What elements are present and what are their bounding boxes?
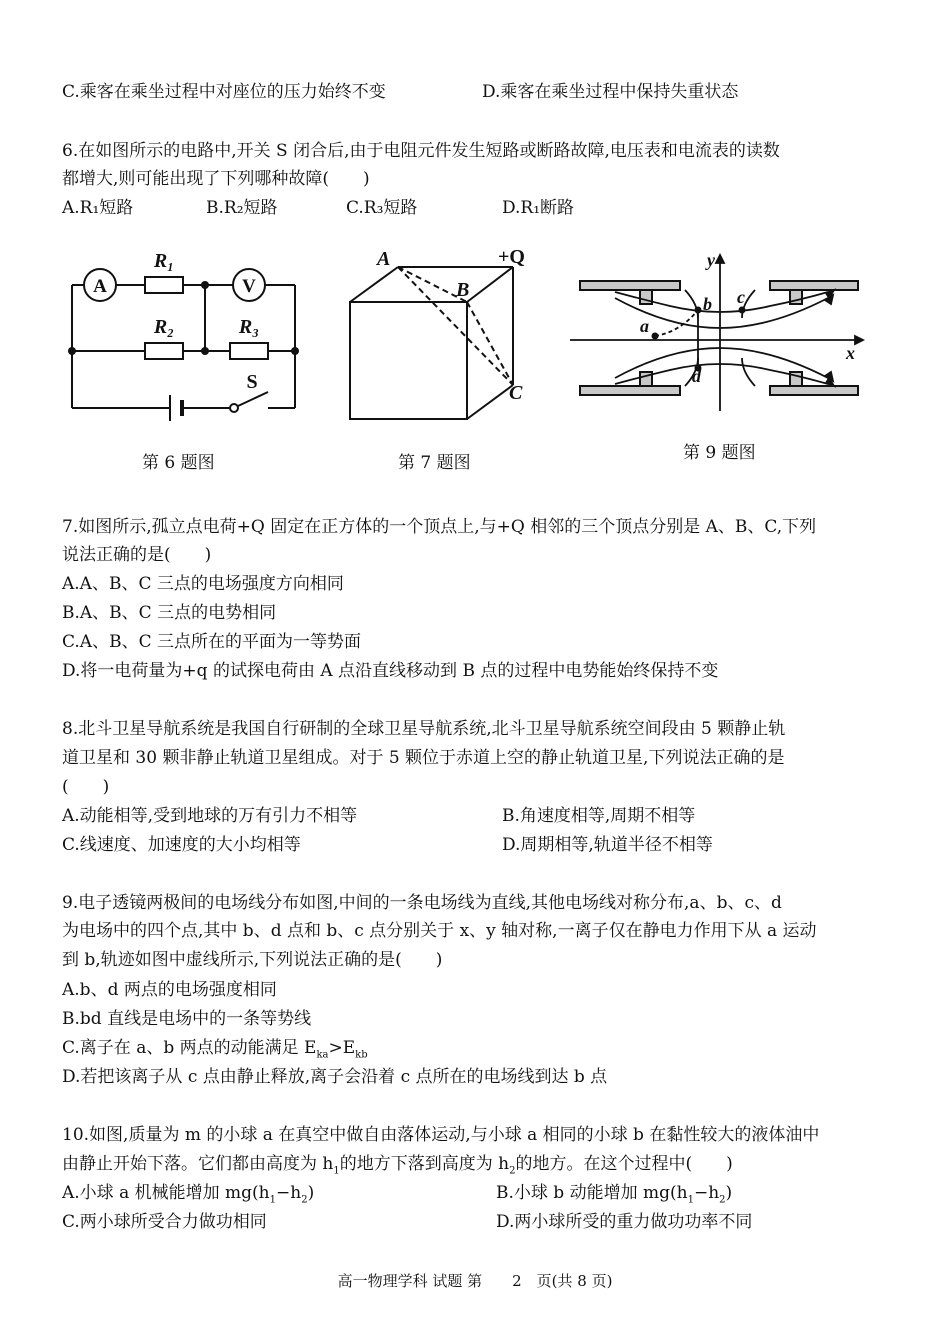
point-d-label: d [692, 366, 701, 386]
point-b-label: b [703, 294, 712, 314]
figure-7-caption: 第 7 题图 [398, 453, 471, 473]
point-a-label: a [640, 316, 649, 336]
figure-7-cube [335, 245, 545, 430]
junction-middle [201, 347, 209, 355]
vertex-c-label: C [509, 382, 523, 404]
q10-option-a: A.小球 a 机械能增加 $mg(h_1-h_2)$ [62, 1183, 315, 1206]
top-left-plate [580, 281, 680, 290]
q9-stem-line3: 到 b,轨迹如图中虚线所示,下列说法正确的是( ) [62, 950, 443, 970]
r2-label: R₂ [153, 316, 175, 338]
q9-stem-line1: 9.电子透镜两极间的电场线分布如图,中间的一条电场线为直线,其他电场线对称分布,a、b、c、d [62, 893, 782, 913]
point-b [695, 307, 702, 314]
q8-stem-line2: 道卫星和 30 颗非静止轨道卫星组成。对于 5 颗位于赤道上空的静止轨道卫星,下列说法正确的是 [62, 748, 785, 768]
axis-x-label: x [846, 343, 855, 363]
figure-6-caption: 第 6 题图 [142, 453, 215, 473]
q7-option-d: D.将一电荷量为+q 的试探电荷由 A 点沿直线移动到 B 点的过程中电势能始终保持不变 [62, 661, 719, 681]
q10-option-c: C.两小球所受合力做功相同 [62, 1212, 267, 1232]
point-c [739, 307, 746, 314]
q5-option-d: D.乘客在乘坐过程中保持失重状态 [482, 82, 739, 102]
charge-label: +Q [498, 246, 525, 268]
q10-option-d: D.两小球所受的重力做功功率不同 [496, 1212, 753, 1232]
junction-right [291, 347, 299, 355]
q7-stem-line1: 7.如图所示,孤立点电荷+Q 固定在正方体的一个顶点上,与+Q 相邻的三个顶点分别是 A、B、C,下列 [62, 517, 817, 537]
r3-label: R₃ [238, 316, 260, 338]
q8-stem-line3: ( ) [62, 777, 110, 797]
page-footer: 高一物理学科 试题 第 2 页(共 8 页) [337, 1272, 613, 1290]
switch-label: S [246, 371, 258, 393]
q7-option-b: B.A、B、C 三点的电势相同 [62, 603, 277, 623]
q8-stem-line1: 8.北斗卫星导航系统是我国自行研制的全球卫星导航系统,北斗卫星导航系统空间段由 5 颗静止轨 [62, 719, 786, 739]
ammeter-label: A [93, 276, 107, 297]
q6-stem-line1: 6.在如图所示的电路中,开关 S 闭合后,由于电阻元件发生短路或断路故障,电压表和电流表的读数 [62, 141, 780, 161]
q9-option-a: A.b、d 两点的电场强度相同 [62, 980, 277, 1000]
q6-option-b: B.R₂短路 [206, 198, 278, 218]
q10-stem-line1: 10.如图,质量为 m 的小球 a 在真空中做自由落体运动,与小球 a 相同的小球 b 在黏性较大的液体油中 [62, 1125, 820, 1145]
q6-stem-line2: 都增大,则可能出现了下列哪种故障( ) [62, 169, 370, 189]
r1-label: R₁ [153, 250, 175, 272]
q8-option-a: A.动能相等,受到地球的万有引力不相等 [62, 806, 358, 826]
axis-y-label: y [707, 250, 715, 270]
figure-9-electron-lens [570, 248, 870, 413]
junction-top [201, 281, 209, 289]
q6-option-a: A.R₁短路 [62, 198, 134, 218]
voltmeter-label: V [242, 276, 256, 297]
q8-option-c: C.线速度、加速度的大小均相等 [62, 835, 301, 855]
q7-option-c: C.A、B、C 三点所在的平面为一等势面 [62, 632, 361, 652]
vertex-b-label: B [456, 279, 470, 301]
q9-option-c: C.离子在 a、b 两点的动能满足 $E_{ka}>E_{kb}$ [62, 1038, 368, 1061]
q9-option-d: D.若把该离子从 c 点由静止释放,离子会沿着 c 点所在的电场线到达 b 点 [62, 1067, 608, 1087]
top-right-plate [770, 281, 858, 290]
q7-stem-line2: 说法正确的是( ) [62, 545, 212, 565]
q9-stem-line2: 为电场中的四个点,其中 b、d 点和 b、c 点分别关于 x、y 轴对称,一离子仅在静电力作用下从 a 运动 [62, 921, 817, 941]
q8-option-b: B.角速度相等,周期不相等 [502, 806, 696, 826]
bottom-left-plate [580, 386, 680, 395]
figure-6-circuit [60, 245, 310, 425]
q6-option-c: C.R₃短路 [346, 198, 418, 218]
bottom-right-plate [770, 386, 858, 395]
point-c-label: c [737, 287, 745, 307]
q10-stem-line2: 由静止开始下落。它们都由高度为 $h_1$的地方下落到高度为 $h_2$的地方。在这个过程中( ) [62, 1154, 733, 1177]
q7-option-a: A.A、B、C 三点的电场强度方向相同 [62, 574, 344, 594]
q6-option-d: D.R₁断路 [502, 198, 575, 218]
point-a [652, 333, 659, 340]
q8-option-d: D.周期相等,轨道半径不相等 [502, 835, 713, 855]
figure-9-caption: 第 9 题图 [683, 443, 756, 463]
q10-option-b: B.小球 b 动能增加 $mg(h_1-h_2)$ [496, 1183, 733, 1206]
q9-option-b: B.bd 直线是电场中的一条等势线 [62, 1009, 312, 1029]
junction-left [68, 347, 76, 355]
vertex-a-label: A [377, 248, 391, 270]
q5-option-c: C.乘客在乘坐过程中对座位的压力始终不变 [62, 82, 386, 102]
